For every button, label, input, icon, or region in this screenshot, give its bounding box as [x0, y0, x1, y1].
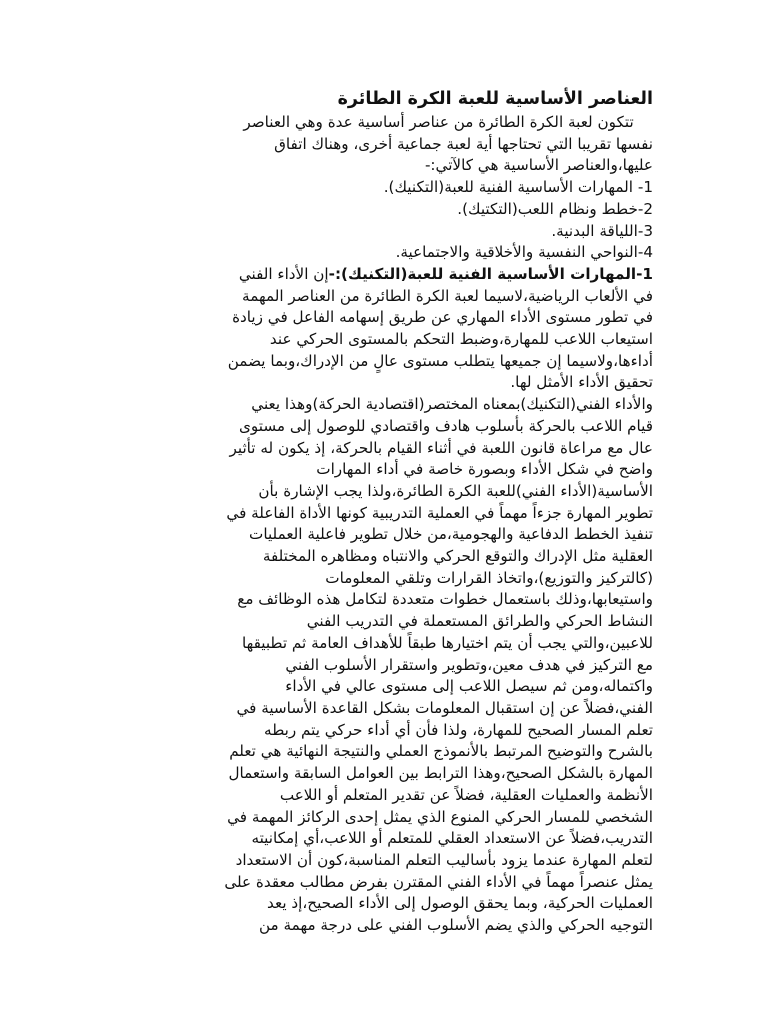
- document-page: [118, 86, 653, 937]
- body-line: الأساسية(الأداء الفني)للعبة الكرة الطائرة،ولذا يجب الإشارة بأن: [258, 481, 653, 500]
- body-line: للاعبين،والتي يجب أن يتم اختيارها طبقاً للأهداف العامة ثم تطبيقها: [241, 633, 653, 652]
- body-line: (كالتركيز والتوزيع)،واتخاذ القرارات وتلقي المعلومات: [325, 568, 653, 587]
- body-line: مع التركيز في هدف معين،وتطوير واستقرار الأسلوب الفني: [285, 655, 653, 674]
- list-item: 1- المهارات الأساسية الفنية للعبة(التكنيك).: [383, 178, 653, 197]
- body-line: بالشرح والتوضيح المرتبط بالأنموذج العملي والنتيجة النهائية هي تعلم: [229, 742, 653, 761]
- intro-line: تتكون لعبة الكرة الطائرة من عناصر أساسية عدة وهي العناصر: [243, 113, 653, 131]
- list-item: 3-اللياقة البدنية.: [551, 221, 653, 240]
- body-line: تعلم المسار الصحيح للمهارة، ولذا فأن أي أداء حركي يتم ربطه: [264, 720, 653, 739]
- body-line: استيعاب اللاعب للمهارة،وضبط التحكم بالمستوى الحركي عند: [269, 330, 653, 349]
- body-line: واضح في شكل الأداء وبصورة خاصة في أداء المهارات: [316, 460, 653, 479]
- body-line: أداءها،ولاسيما إن جميعها يتطلب مستوى عالٍ من الإدراك،وبما يضمن: [227, 351, 653, 370]
- body-line: الفني،فضلاً عن إن استقبال المعلومات بشكل القاعدة الأساسية في: [236, 698, 653, 717]
- body-line: واكتماله،ومن ثم سيصل اللاعب إلى مستوى عالي في الأداء: [285, 677, 653, 696]
- body-line: قيام اللاعب بالحركة بأسلوب هادف واقتصادي للوصول إلى مستوى: [239, 416, 653, 435]
- body-line: تنفيذ الخطط الدفاعية والهجومية،من خلال تطوير فاعلية العمليات: [249, 525, 653, 544]
- section-heading-line: [118, 264, 653, 286]
- body-line: التدريب،فضلاً عن الاستعداد العقلي للمتعلم أو اللاعب،أي إمكانيته: [251, 829, 653, 848]
- section-heading-rest: إن الأداء الفني: [238, 264, 329, 283]
- body-line: والأداء الفني(التكنيك)بمعناه المختصر(اقتصادية الحركة)وهذا يعني: [251, 395, 653, 414]
- body-line: التوجيه الحركي والذي يضم الأسلوب الفني على درجة مهمة من: [259, 916, 653, 935]
- body-line: العمليات الحركية، وبما يحقق الوصول إلى الأداء الصحيح،إذ يعد: [267, 894, 653, 913]
- body-line: في الألعاب الرياضية،لاسيما لعبة الكرة الطائرة من العناصر المهمة: [242, 286, 653, 305]
- body-line: النشاط الحركي والطرائق المستعملة في التدريب الفني: [306, 612, 653, 631]
- body-line: تحقيق الأداء الأمثل لها.: [510, 373, 653, 392]
- body-line: لتعلم المهارة عندما يزود بأساليب التعلم المناسبة،كون أن الاستعداد: [235, 850, 653, 869]
- body-line: في تطور مستوى الأداء المهاري عن طريق إسهامه الفاعل في زيادة: [232, 308, 653, 327]
- body-line: عال مع مراعاة قانون اللعبة في أثناء القيام بالحركة، إذ يكون له تأثير: [229, 438, 653, 457]
- body-line: يمثل عنصراً مهماً في الأداء الفني المقترن بفرض مطالب معقدة على: [224, 872, 653, 891]
- body-text: [118, 286, 653, 937]
- body-line: المهارة بالشكل الصحيح،وهذا الترابط بين العوامل السابقة واستعمال: [228, 764, 653, 783]
- document-title: العناصر الأساسية للعبة الكرة الطائرة: [337, 89, 653, 109]
- body-line: الأنظمة والعمليات العقلية، فضلاً عن تقدير المتعلم أو اللاعب: [279, 785, 653, 804]
- section-heading: 1-المهارات الأساسية الفنية للعبة(التكنيك):-: [328, 264, 653, 283]
- list-item: 2-خطط ونظام اللعب(التكتيك).: [457, 199, 653, 218]
- intro-line: عليها،والعناصر الأساسية هي كالآتي:-: [424, 156, 653, 175]
- intro-line: نفسها تقريبا التي تحتاجها أية لعبة جماعية أخرى، وهناك اتفاق: [274, 134, 653, 153]
- body-line: الشخصي للمسار الحركي المنوع الذي يمثل إحدى الركائز المهمة في: [227, 807, 653, 826]
- body-line: العقلية مثل الإدراك والتوقع الحركي والانتباه ومظاهره المختلفة: [262, 547, 653, 566]
- body-line: تطوير المهارة جزءاً مهماً في العملية التدريبية كونها الأداة الفاعلة في: [226, 503, 653, 522]
- list-item: 4-النواحي النفسية والأخلاقية والاجتماعية.: [395, 243, 653, 262]
- body-line: واستيعابها،وذلك باستعمال خطوات متعددة لتكامل هذه الوظائف مع: [237, 590, 653, 609]
